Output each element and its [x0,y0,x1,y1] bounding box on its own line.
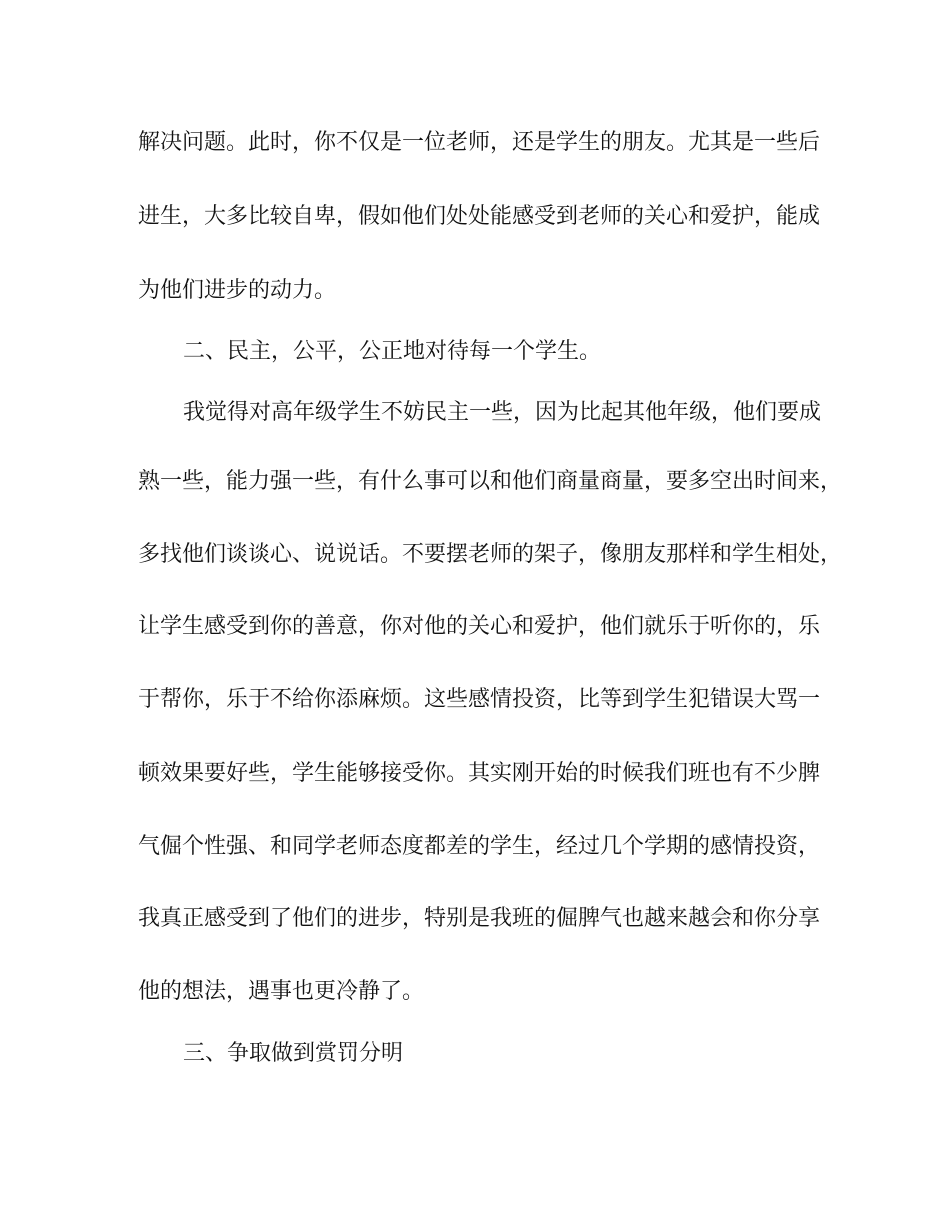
paragraph-line: 于帮你，乐于不给你添麻烦。这些感情投资，比等到学生犯错误大骂一 [138,687,821,712]
paragraph-line: 为他们进步的动力。 [138,278,337,303]
section-heading: 三、争取做到赏罚分明 [183,1041,404,1066]
paragraph-line: 让学生感受到你的善意，你对他的关心和爱护，他们就乐于听你的，乐 [138,614,821,639]
paragraph-line: 进生，大多比较自卑，假如他们处处能感受到老师的关心和爱护，能成 [138,204,821,229]
paragraph-line: 顿效果要好些，学生能够接受你。其实刚开始的时候我们班也有不少脾 [138,761,821,786]
paragraph-line: 他的想法，遇事也更冷静了。 [138,979,425,1004]
paragraph-line: 熟一些，能力强一些，有什么事可以和他们商量商量，要多空出时间来， [138,469,843,494]
section-heading: 二、民主，公平，公正地对待每一个学生。 [183,339,602,364]
paragraph-line: 我真正感受到了他们的进步，特别是我班的倔脾气也越来越会和你分享 [138,906,821,931]
paragraph-line: 气倔个性强、和同学老师态度都差的学生，经过几个学期的感情投资， [138,834,821,859]
paragraph-line: 我觉得对高年级学生不妨民主一些，因为比起其他年级，他们要成 [183,400,822,425]
paragraph-line: 解决问题。此时，你不仅是一位老师，还是学生的朋友。尤其是一些后 [138,130,821,155]
paragraph-line: 多找他们谈谈心、说说话。不要摆老师的架子，像朋友那样和学生相处， [138,542,843,567]
